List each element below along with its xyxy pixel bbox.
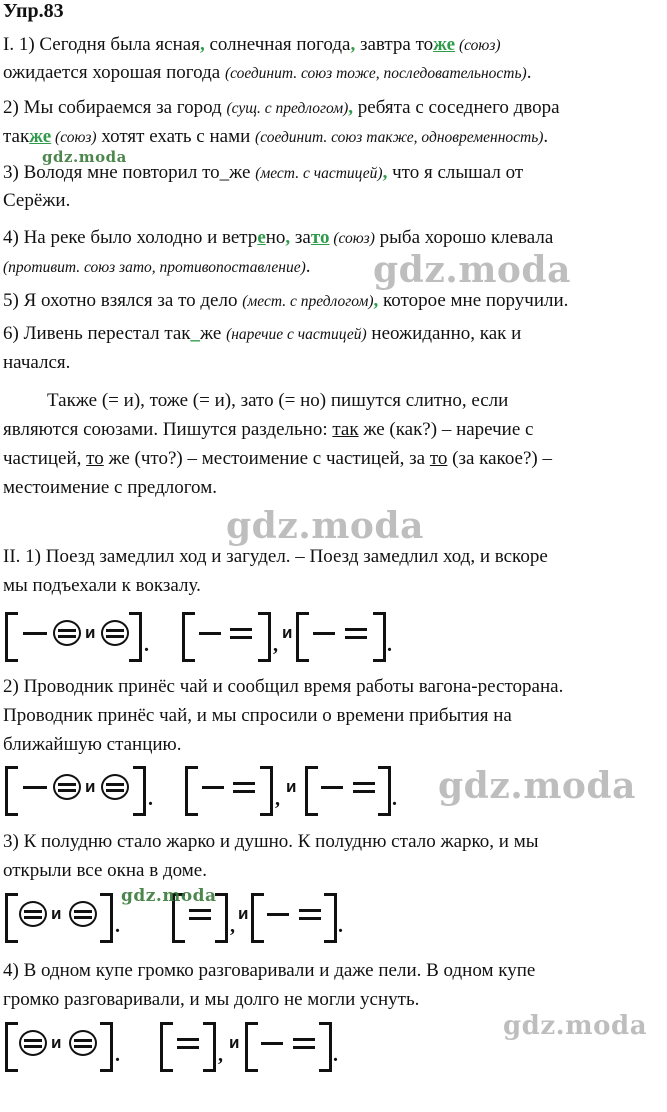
watermark: gdz.moda <box>373 249 571 291</box>
sentence-6-line-2: начался. <box>3 352 71 373</box>
p2-sentence-4-line-1: 4) В одном купе громко разговаривали и даже пели. В одном купе <box>3 960 536 981</box>
exercise-title: Упр.83 <box>3 0 64 22</box>
sentence-1-line-1: I. 1) Сегодня была ясная, солнечная погода, завтра тоже (союз) <box>3 34 501 55</box>
watermark: gdz.moda <box>503 1011 648 1041</box>
scheme-2: и . , и . <box>5 766 385 816</box>
rule-line-4: местоимение с предлогом. <box>3 477 217 498</box>
p2-sentence-2-line-1: 2) Проводник принёс чай и сообщил время работы вагона-ресторана. <box>3 676 564 697</box>
scheme-3: и . , и . <box>5 893 345 943</box>
sentence-2-line-2: также (союз) хотят ехать с нами (соединит. союз также, одновременность). <box>3 126 549 147</box>
p2-sentence-2-line-2: Проводник принёс чай, и мы спросили о времени прибытия на <box>3 705 512 726</box>
p2-sentence-4-line-2: громко разговаривали, и мы долго не могли уснуть. <box>3 989 420 1010</box>
p2-sentence-1-line-2: мы подъехали к вокзалу. <box>3 575 201 596</box>
sentence-5-line-1: 5) Я охотно взялся за то дело (мест. с предлогом), которое мне поручили. <box>3 290 569 311</box>
watermark: gdz.moda <box>226 505 424 547</box>
p2-sentence-1-line-1: II. 1) Поезд замедлил ход и загудел. – Поезд замедлил ход, и вскоре <box>3 546 548 567</box>
watermark: gdz.moda <box>438 765 636 807</box>
p2-sentence-2-line-3: ближайшую станцию. <box>3 734 182 755</box>
watermark: gdz.moda <box>121 886 217 906</box>
sentence-3-line-1: 3) Володя мне повторил то_же (мест. с частицей), что я слышал от <box>3 162 524 183</box>
sentence-4-line-2: (противит. союз зато, противопоставление). <box>3 256 311 277</box>
rule-line-3: частицей, то же (что?) – местоимение с частицей, за то (за какое?) – <box>3 448 552 469</box>
p2-sentence-3-line-2: открыли все окна в доме. <box>3 860 207 881</box>
p2-sentence-3-line-1: 3) К полудню стало жарко и душно. К полудню стало жарко, и мы <box>3 831 539 852</box>
scheme-4: и . , и . <box>5 1022 345 1072</box>
sentence-2-line-1: 2) Мы собираемся за город (сущ. с предлогом), ребята с соседнего двора <box>3 97 560 118</box>
sentence-4-line-1: 4) На реке было холодно и ветрено, зато (союз) рыба хорошо клевала <box>3 227 554 248</box>
rule-line-2: являются союзами. Пишутся раздельно: так же (как?) – наречие с <box>3 419 534 440</box>
highlight: же <box>433 34 456 55</box>
sentence-1-line-2: ожидается хорошая погода (соединит. союз тоже, последовательность). <box>3 62 532 83</box>
scheme-1: и . , и . <box>5 612 385 662</box>
sentence-3-line-2: Серёжи. <box>3 190 71 211</box>
watermark: gdz.moda <box>42 148 127 166</box>
rule-line-1: Также (= и), тоже (= и), зато (= но) пишутся слитно, если <box>47 390 509 411</box>
sentence-6-line-1: 6) Ливень перестал так_же (наречие с частицей) неожиданно, как и <box>3 323 522 344</box>
